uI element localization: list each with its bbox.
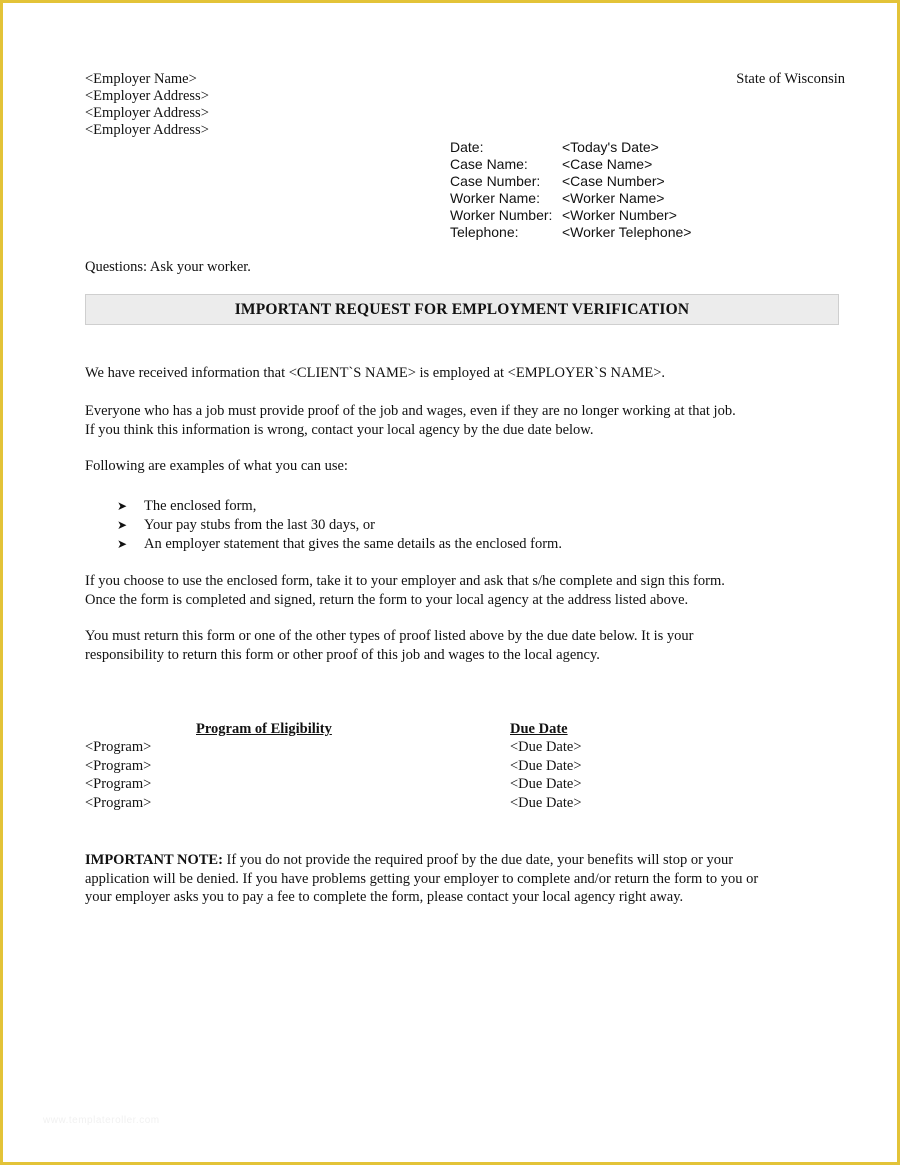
important-note-text: application will be denied. If you have problems getting your employer to complete and/or return the form to you or [85, 870, 759, 887]
case-info-value: <Worker Number> [562, 207, 677, 223]
employer-name: <Employer Name> [85, 71, 197, 87]
due-date-cell: <Due Date> [510, 795, 582, 812]
employer-address-block [85, 71, 209, 139]
watermark: www.templateroller.com [43, 1115, 160, 1126]
case-info-label: Worker Number: [450, 207, 553, 223]
paragraph-line: You must return this form or one of the other types of proof listed above by the due date below. It is your [85, 628, 694, 644]
case-info-row [450, 224, 691, 241]
case-info-label: Telephone: [450, 224, 519, 240]
paragraph-line: responsibility to return this form or other proof of this job and wages to the local agency. [85, 647, 600, 663]
employer-address-line: <Employer Address> [85, 88, 209, 104]
due-date-cell: <Due Date> [510, 757, 582, 774]
paragraph-line: We have received information that <CLIENT`S NAME> is employed at <EMPLOYER`S NAME>. [85, 365, 666, 381]
case-info-row [450, 173, 691, 190]
due-date-column-header: Due Date [510, 721, 568, 737]
questions-line: Questions: Ask your worker. [85, 259, 251, 275]
paragraph-line: Everyone who has a job must provide proof of the job and wages, even if they are no longer working at that job. [85, 403, 736, 419]
case-info-row [450, 139, 691, 156]
case-info-value: <Today's Date> [562, 139, 659, 155]
important-note-text: If you do not provide the required proof by the due date, your benefits will stop or your [222, 852, 734, 868]
case-info-value: <Case Number> [562, 173, 665, 189]
examples-list [117, 497, 562, 554]
right-arrowhead-icon: ➤ [117, 518, 128, 532]
list-item [117, 497, 562, 516]
paragraph-enclosed-form [85, 572, 845, 610]
case-info-label: Worker Name: [450, 190, 540, 206]
list-item-text: An employer statement that gives the same details as the enclosed form. [144, 536, 562, 552]
program-cell: <Program> [85, 776, 152, 793]
case-info-label: Case Number: [450, 173, 541, 189]
program-column [85, 739, 151, 814]
paragraph-line: Once the form is completed and signed, return the form to your local agency at the address listed above. [85, 592, 689, 608]
paragraph-line: If you choose to use the enclosed form, take it to your employer and ask that s/he complete and sign this form. [85, 573, 725, 589]
document-title: IMPORTANT REQUEST FOR EMPLOYMENT VERIFICATION [85, 294, 839, 325]
due-date-cell: <Due Date> [510, 739, 582, 755]
case-info-label: Date: [450, 139, 484, 155]
important-note-label: IMPORTANT NOTE: [85, 852, 223, 868]
due-date-column [510, 739, 582, 814]
case-info-row [450, 156, 691, 173]
paragraph-line: Following are examples of what you can use: [85, 458, 348, 474]
program-cell: <Program> [85, 757, 152, 774]
case-info-label: Case Name: [450, 156, 528, 172]
case-info-value: <Worker Name> [562, 190, 665, 206]
due-date-cell: <Due Date> [510, 776, 582, 793]
case-info-value: <Case Name> [562, 156, 653, 172]
program-cell: <Program> [85, 795, 152, 812]
employer-address-line: <Employer Address> [85, 105, 209, 121]
case-info-value: <Worker Telephone> [562, 224, 692, 240]
paragraph-line: If you think this information is wrong, contact your local agency by the due date below. [85, 422, 594, 438]
right-arrowhead-icon: ➤ [117, 499, 128, 513]
list-item [117, 516, 562, 535]
case-info-table [450, 139, 691, 241]
paragraph-examples [85, 458, 845, 475]
list-item-text: Your pay stubs from the last 30 days, or [144, 517, 375, 533]
state-name: State of Wisconsin [736, 71, 845, 87]
list-item-text: The enclosed form, [144, 498, 257, 514]
employer-address-line: <Employer Address> [85, 122, 209, 138]
important-note [85, 851, 855, 907]
paragraph-responsibility [85, 627, 845, 665]
list-item [117, 535, 562, 554]
case-info-row [450, 207, 691, 224]
important-note-text: your employer asks you to pay a fee to complete the form, please contact your local agency right away. [85, 889, 684, 906]
program-cell: <Program> [85, 739, 152, 755]
case-info-row [450, 190, 691, 207]
right-arrowhead-icon: ➤ [117, 537, 128, 551]
paragraph-intro [85, 365, 845, 382]
program-column-header: Program of Eligibility [196, 721, 332, 737]
paragraph-proof [85, 402, 845, 440]
